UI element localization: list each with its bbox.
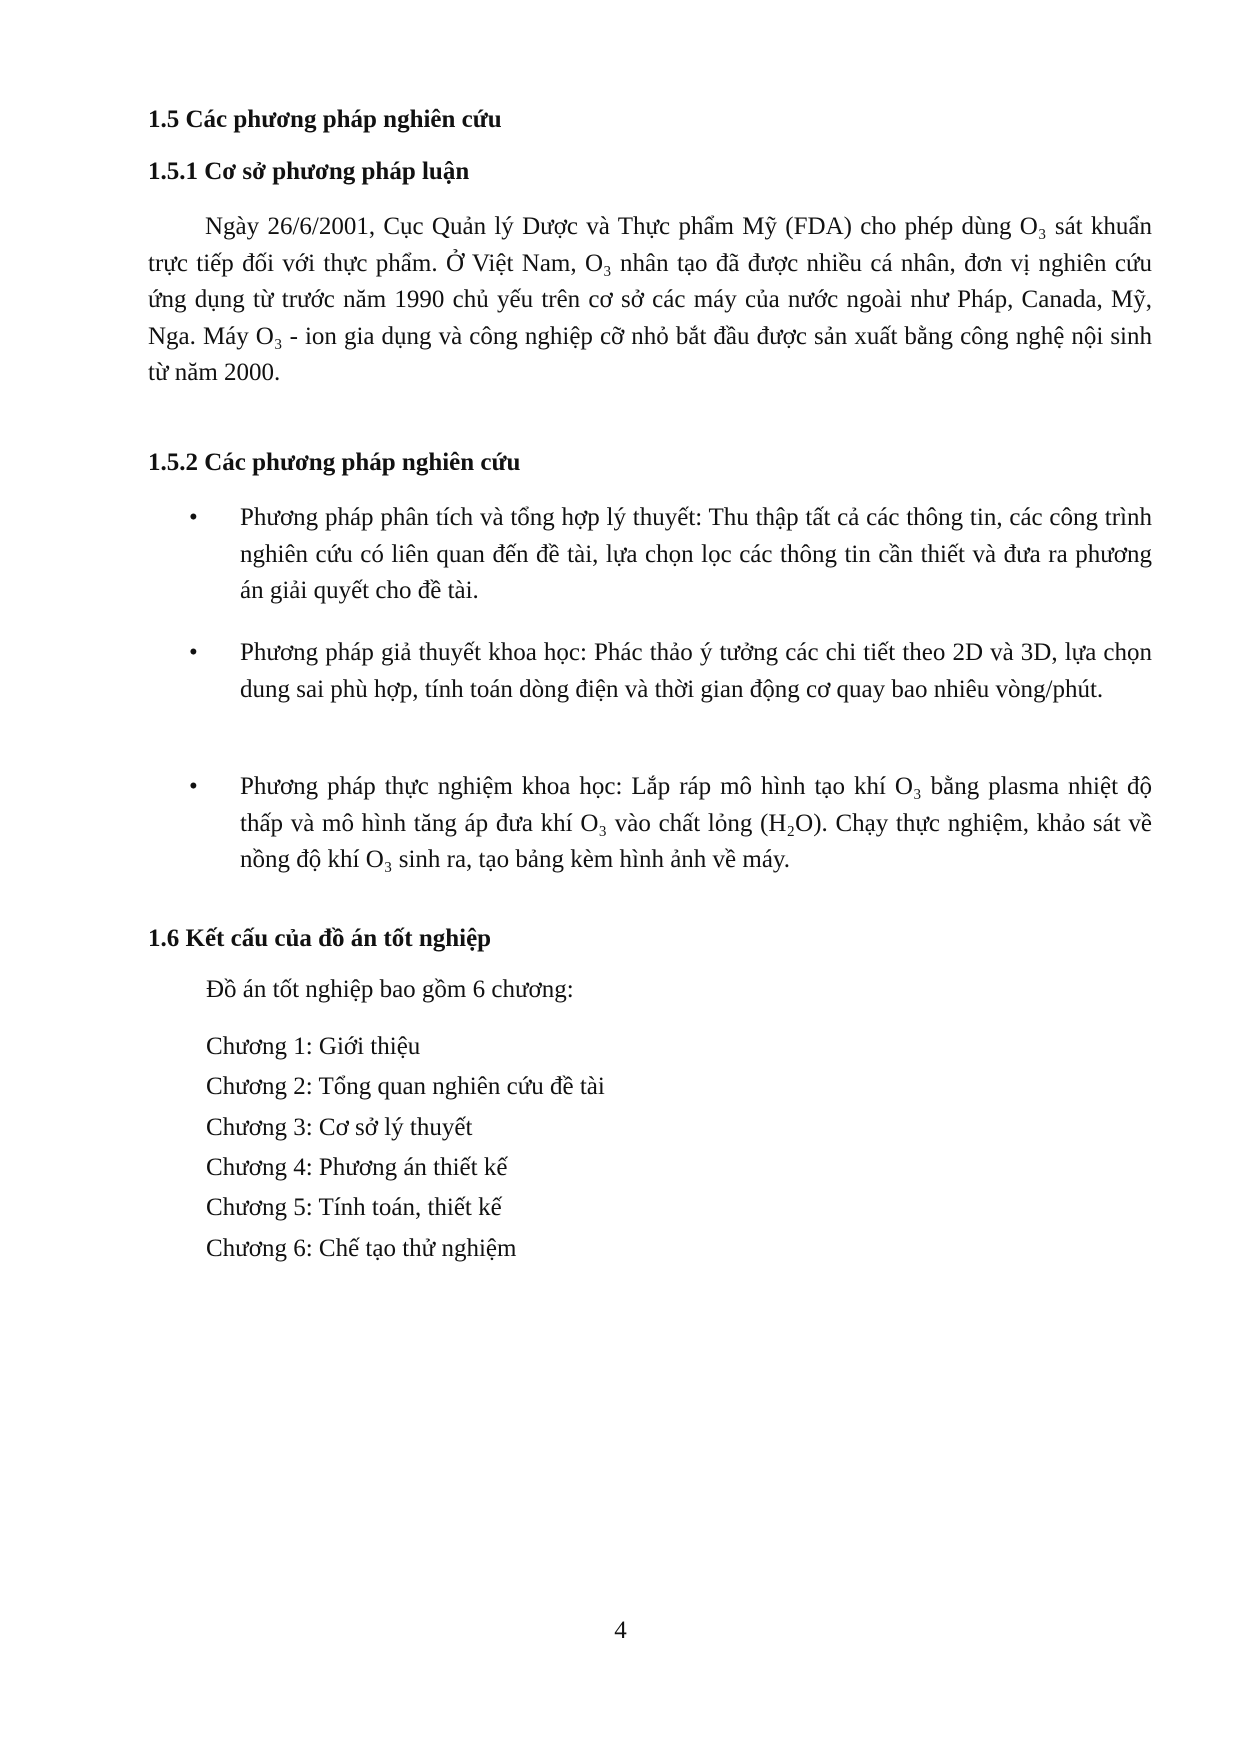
bullet-icon: • (189, 504, 198, 531)
list-item-text: Phương pháp phân tích và tổng hợp lý thuyết: Thu thập tất cả các thông tin, các công trình nghiên cứu có liên quan đến đề tài, lựa chọn lọc các thông tin cần thiết và đưa ra phương án giải quyết cho đề tài. (240, 504, 1152, 605)
list-item (148, 500, 1152, 610)
list-item (148, 769, 1152, 879)
page-number: 4 (614, 1617, 627, 1644)
list-item-text: Phương pháp thực nghiệm khoa học: Lắp ráp mô hình tạo khí O₃ bằng plasma nhiệt độ thấp và mô hình tăng áp đưa khí O₃ vào chất lỏng (H₂O). Chạy thực nghiệm, khảo sát về nồng độ khí O₃ sinh ra, tạo bảng kèm hình ảnh về máy. (240, 773, 1152, 874)
list-item-text: Phương pháp giả thuyết khoa học: Phác thảo ý tưởng các chi tiết theo 2D và 3D, lựa chọn dung sai phù hợp, tính toán dòng điện và thời gian động cơ quay bao nhiêu vòng/phút. (240, 639, 1152, 703)
methodology-paragraph-text: Ngày 26/6/2001, Cục Quản lý Dược và Thực phẩm Mỹ (FDA) cho phép dùng O₃ sát khuẩn trực tiếp đối với thực phẩm. Ở Việt Nam, O₃ nhân tạo đã được nhiều cá nhân, đơn vị nghiên cứu ứng dụng từ trước năm 1990 chủ yếu trên cơ sở các máy của nước ngoài như Pháp, Canada, Mỹ, Nga. Máy O₃ - ion gia dụng và công nghiệp cỡ nhỏ bắt đầu được sản xuất bằng công nghệ nội sinh từ năm 2000. (148, 213, 1152, 387)
methodology-paragraph (148, 209, 1152, 392)
list-item (148, 635, 1152, 708)
chapter-item: Chương 5: Tính toán, thiết kế (206, 1194, 502, 1221)
section-1-5-1-heading: 1.5.1 Cơ sở phương pháp luận (148, 158, 470, 185)
section-1-5-2-heading: 1.5.2 Các phương pháp nghiên cứu (148, 449, 521, 476)
chapter-item: Chương 6: Chế tạo thử nghiệm (206, 1235, 517, 1262)
section-1-6-heading: 1.6 Kết cấu của đồ án tốt nghiệp (148, 925, 492, 952)
chapter-item: Chương 1: Giới thiệu (206, 1033, 421, 1060)
chapter-item: Chương 4: Phương án thiết kế (206, 1154, 508, 1181)
bullet-icon: • (189, 773, 198, 800)
section-1-5-heading: 1.5 Các phương pháp nghiên cứu (148, 106, 502, 133)
chapter-item: Chương 3: Cơ sở lý thuyết (206, 1114, 473, 1141)
chapter-item: Chương 2: Tổng quan nghiên cứu đề tài (206, 1073, 605, 1100)
bullet-icon: • (189, 639, 198, 666)
chapters-intro: Đồ án tốt nghiệp bao gồm 6 chương: (206, 976, 574, 1003)
